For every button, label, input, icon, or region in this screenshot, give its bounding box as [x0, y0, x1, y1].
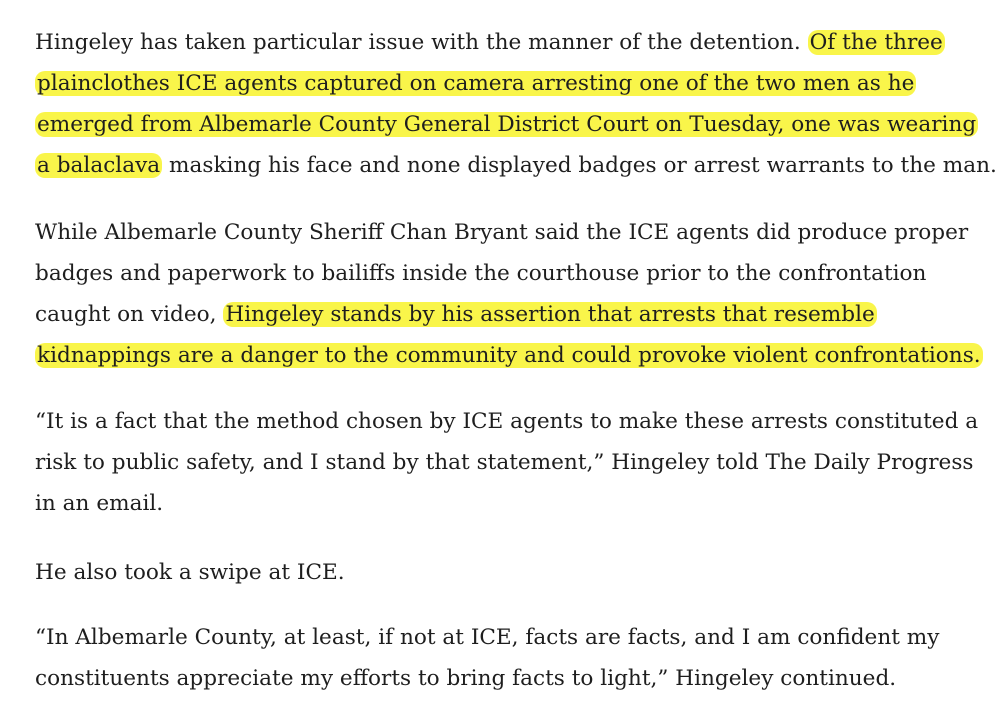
highlighted-text: a balaclava: [37, 153, 161, 178]
text-line: He also took a swipe at ICE.: [35, 560, 345, 585]
paragraph-sheriff-statement: [35, 212, 980, 376]
highlighted-text: kidnappings are a danger to the community and could provoke violent confrontations.: [37, 343, 981, 368]
highlighted-text: plainclothes ICE agents captured on camera arresting one of the two men as he: [37, 71, 915, 96]
text-line: constituents appreciate my efforts to bring facts to light,” Hingeley continued.: [35, 666, 897, 691]
paragraph-swipe: [35, 552, 980, 593]
highlighted-text: Hingeley stands by his assertion that arrests that resemble: [225, 302, 875, 327]
text-line: While Albemarle County Sheriff Chan Bryant said the ICE agents did produce proper: [35, 220, 969, 245]
text-line: in an email.: [35, 491, 164, 516]
text-line: “In Albemarle County, at least, if not at ICE, facts are facts, and I am confident my: [35, 625, 940, 650]
text-line: [35, 145, 997, 186]
text-line: [35, 63, 980, 104]
text-line: risk to public safety, and I stand by that statement,” Hingeley told The Daily Progress: [35, 450, 974, 475]
paragraph-detention: [35, 22, 997, 186]
text-span: caught on video,: [35, 302, 224, 327]
text-span: masking his face and none displayed badges or arrest warrants to the man.: [162, 153, 997, 178]
paragraph-quote-safety: [35, 401, 980, 524]
highlighted-text: Of the three: [809, 30, 943, 55]
text-line: badges and paperwork to bailiffs inside the courthouse prior to the confrontation: [35, 261, 927, 286]
highlighted-text: emerged from Albemarle County General District Court on Tuesday, one was wearing: [37, 112, 977, 137]
text-line: [35, 335, 980, 376]
text-line: [35, 294, 980, 335]
text-line: [35, 104, 980, 145]
text-line: “It is a fact that the method chosen by ICE agents to make these arrests constituted a: [35, 409, 979, 434]
text-line: [35, 22, 980, 63]
paragraph-quote-facts: [35, 617, 980, 699]
text-span: Hingeley has taken particular issue with the manner of the detention.: [35, 30, 808, 55]
